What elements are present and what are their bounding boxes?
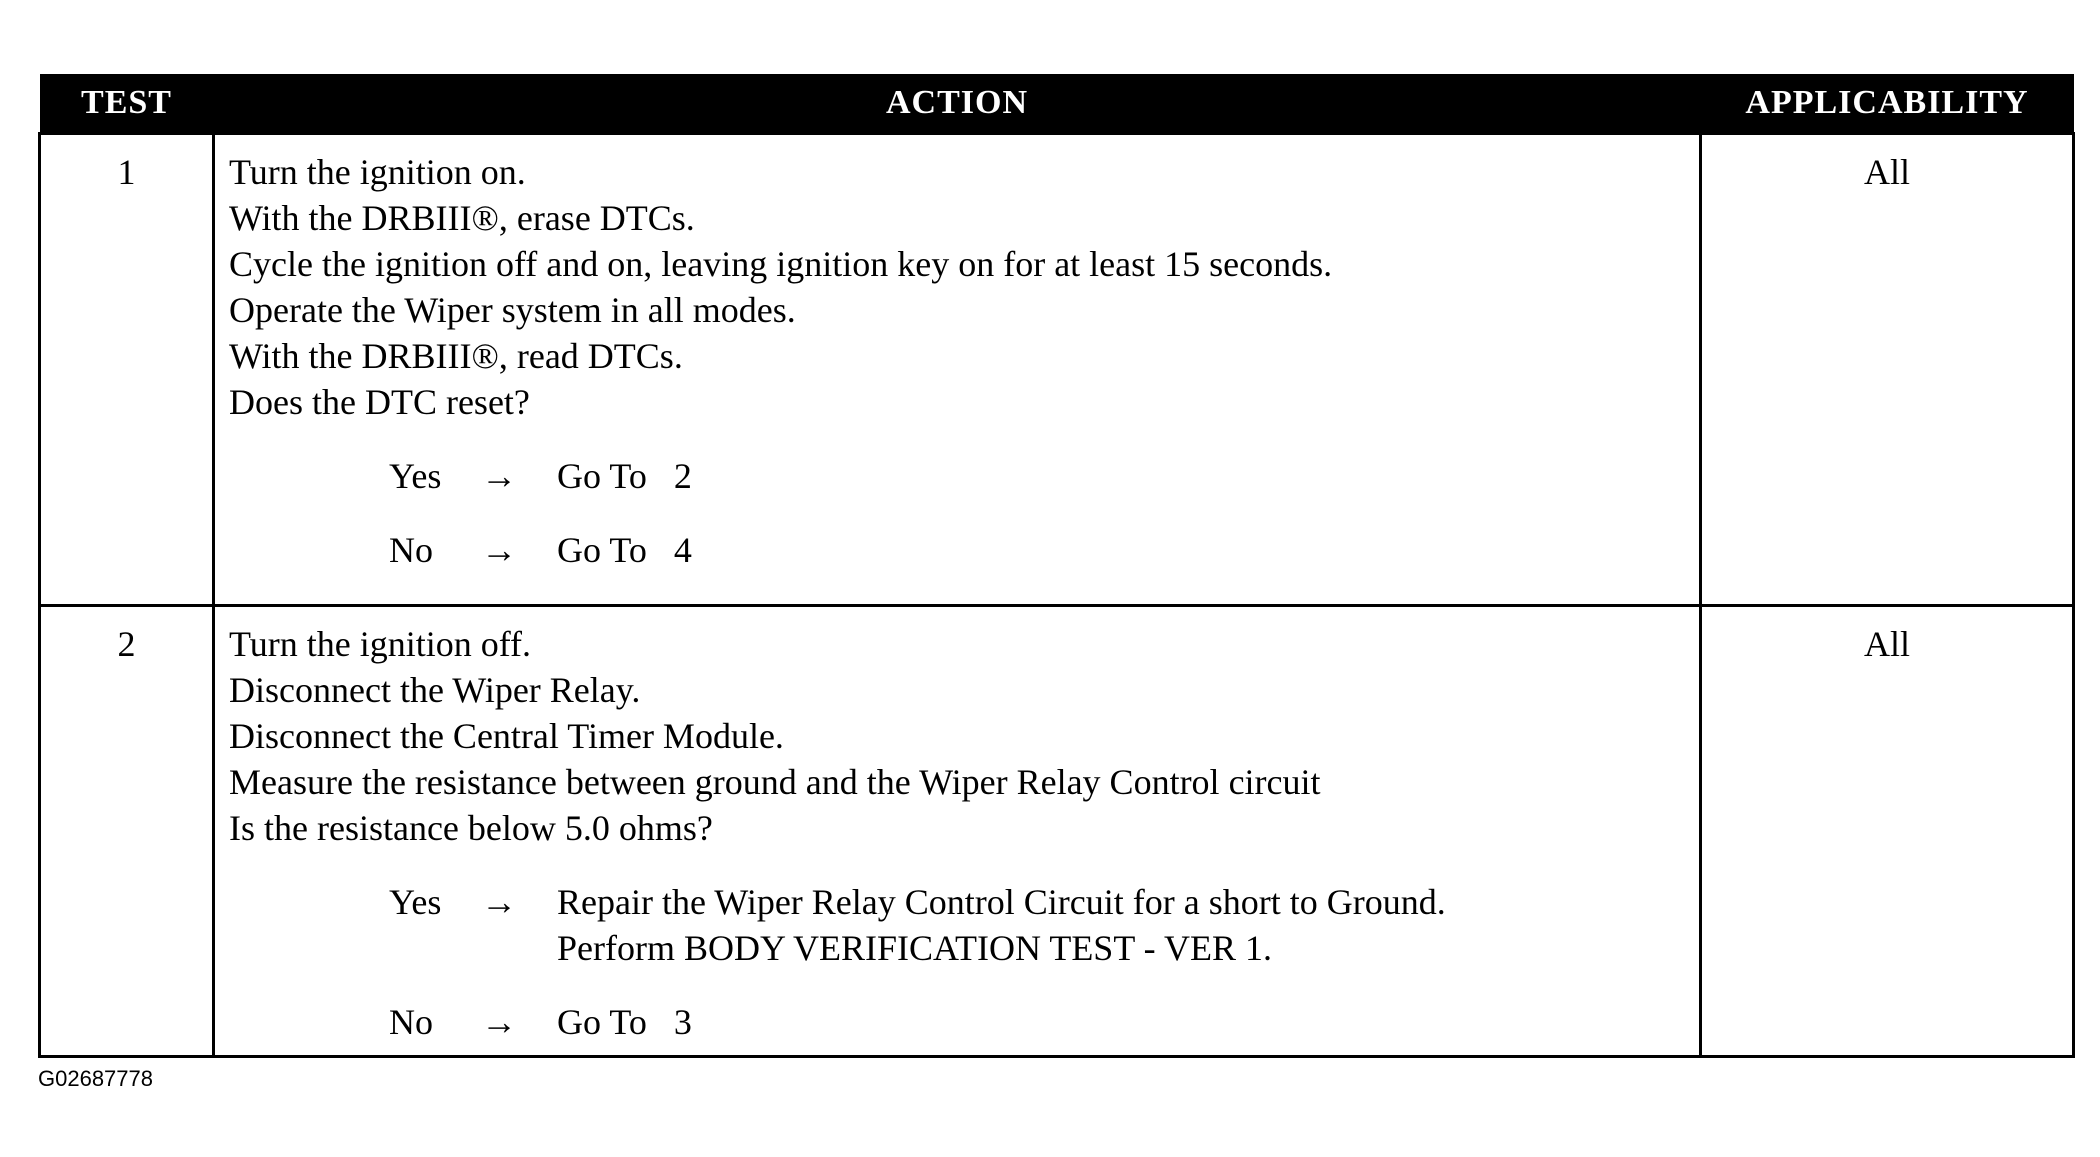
right-arrow-icon: → <box>481 530 517 570</box>
branch-list <box>229 879 1687 1045</box>
table-row <box>40 134 2074 606</box>
branch-result <box>557 527 1687 573</box>
right-arrow-icon: → <box>481 882 517 922</box>
header-applicability: APPLICABILITY <box>1701 74 2074 134</box>
figure-id: G02687778 <box>38 1066 153 1091</box>
yes-branch <box>229 879 1687 971</box>
action-step: Disconnect the Central Timer Module. <box>229 716 784 756</box>
branch-result-line: Go To 3 <box>557 1002 692 1042</box>
action-cell <box>214 134 1701 606</box>
no-branch <box>229 999 1687 1045</box>
branch-answer: Yes <box>389 456 442 496</box>
diagnostic-test-document <box>38 74 2072 1058</box>
branch-result <box>557 999 1687 1045</box>
right-arrow-icon: → <box>481 1002 517 1042</box>
table-row <box>40 606 2074 1057</box>
action-step: Turn the ignition on. <box>229 152 526 192</box>
action-cell <box>214 606 1701 1057</box>
action-step: Measure the resistance between ground and the Wiper Relay Control circuit <box>229 762 1321 802</box>
action-step: Operate the Wiper system in all modes. <box>229 290 796 330</box>
branch-result-line: Go To 4 <box>557 530 692 570</box>
right-arrow-icon: → <box>481 456 517 496</box>
yes-branch <box>229 453 1687 499</box>
branch-answer: No <box>389 1002 433 1042</box>
action-question: Does the DTC reset? <box>229 382 530 422</box>
branch-list <box>229 453 1687 573</box>
branch-result-line: Repair the Wiper Relay Control Circuit for a short to Ground. <box>557 882 1446 922</box>
branch-result-line: Go To 2 <box>557 456 692 496</box>
action-step: Turn the ignition off. <box>229 624 532 664</box>
action-step: Disconnect the Wiper Relay. <box>229 670 641 710</box>
test-number: 1 <box>40 134 214 606</box>
applicability-cell: All <box>1701 134 2074 606</box>
branch-result <box>557 879 1687 971</box>
branch-result <box>557 453 1687 499</box>
no-branch <box>229 527 1687 573</box>
header-action: ACTION <box>214 74 1701 134</box>
action-step: Cycle the ignition off and on, leaving ignition key on for at least 15 seconds. <box>229 244 1333 284</box>
branch-answer: No <box>389 530 433 570</box>
action-step: With the DRBIII®, read DTCs. <box>229 336 683 376</box>
test-number: 2 <box>40 606 214 1057</box>
action-step: With the DRBIII®, erase DTCs. <box>229 198 695 238</box>
header-test: TEST <box>40 74 214 134</box>
diagnostic-test-table <box>38 74 2075 1058</box>
branch-result-line: Perform BODY VERIFICATION TEST - VER 1. <box>557 928 1273 968</box>
action-question: Is the resistance below 5.0 ohms? <box>229 808 713 848</box>
branch-answer: Yes <box>389 882 442 922</box>
header-row <box>40 74 2074 134</box>
applicability-cell: All <box>1701 606 2074 1057</box>
